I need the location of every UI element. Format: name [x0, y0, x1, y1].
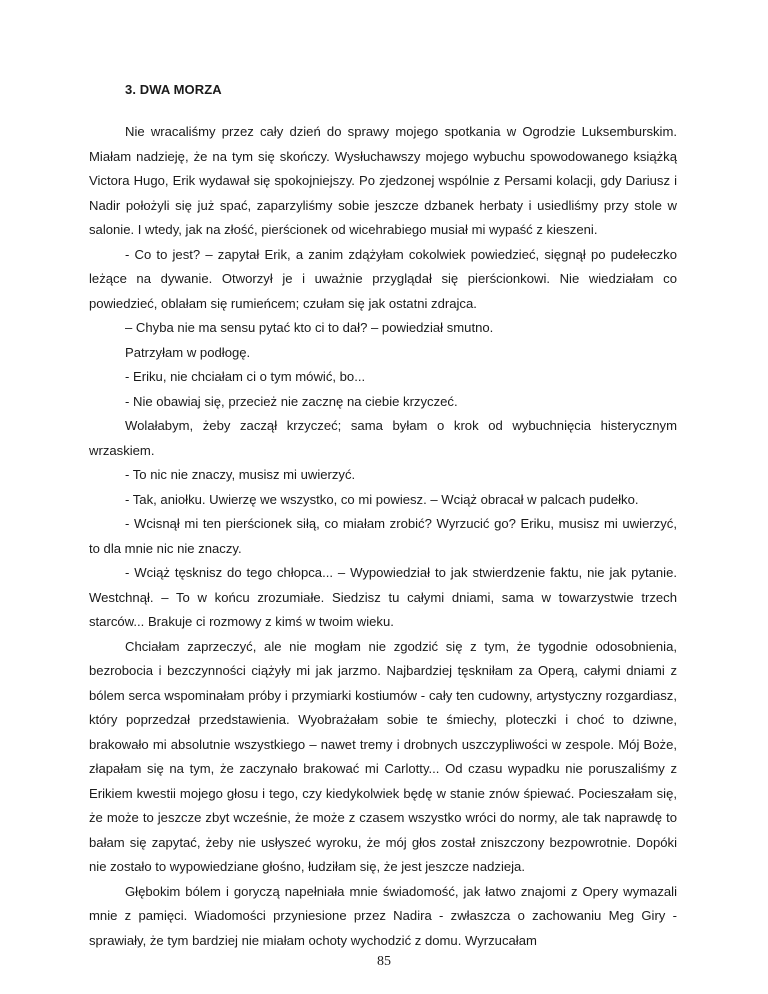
paragraph: - Wcisnął mi ten pierścionek siłą, co miałam zrobić? Wyrzucić go? Eriku, musisz mi uwierzyć, to dla mnie nic nie znaczy. [89, 516, 677, 556]
paragraph: - Wciąż tęsknisz do tego chłopca... – Wypowiedział to jak stwierdzenie faktu, nie jak pytanie. Westchnął. – To w końcu zrozumiałe. Siedzisz tu całymi dniami, sama w towarzystwie trzech starców... Brakuje ci rozmowy z kimś w twoim wieku. [89, 565, 677, 629]
paragraph: Wolałabym, żeby zaczął krzyczeć; sama byłam o krok od wybuchnięcia histerycznym wrzaskiem. [89, 418, 677, 458]
paragraph: Chciałam zaprzeczyć, ale nie mogłam nie zgodzić się z tym, że tygodnie odosobnienia, bezrobocia i bezczynności ciążyły mi jak jarzmo. Najbardziej tęskniłam za Operą, całymi dniami z bólem serca wspominałam próby i przymiarki kostiumów - cały ten cudowny, artystyczny rozgardiasz, który poprzedzał przedstawienia. Wyobrażałam sobie te śmiechy, ploteczki i choć to dziwne, brakowało mi absolutnie wszystkiego – nawet tremy i drobnych uszczypliwości w zespole. Mój Boże, złapałam się na tym, że zaczynało brakować mi Carlotty... Od czasu wypadku nie poruszaliśmy z Erikiem kwestii mojego głosu i tego, czy kiedykolwiek będę w stanie znów śpiewać. Pocieszałam się, że może to jeszcze zbyt wcześnie, że może z czasem wszystko wróci do normy, ale tak naprawdę to bałam się zapytać, żeby nie usłyszeć wyroku, że mój głos został zniszczony bezpowrotnie. Dopóki nie zostało to wypowiedziane głośno, łudziłam się, że jest jeszcze nadzieja. [89, 638, 677, 874]
paragraph: - Nie obawiaj się, przecież nie zacznę na ciebie krzyczeć. [125, 393, 458, 409]
body-text [89, 120, 677, 953]
paragraph: Patrzyłam w podłogę. [125, 344, 251, 360]
paragraph: Głębokim bólem i goryczą napełniała mnie świadomość, jak łatwo znajomi z Opery wymazali mnie z pamięci. Wiadomości przyniesione przez Nadira - zwłaszcza o zachowaniu Meg Giry - sprawiały, że tym bardziej nie miałam ochoty wychodzić z domu. Wyrzucałam [89, 883, 677, 948]
chapter-title: 3. DWA MORZA [125, 82, 222, 97]
paragraph: - Tak, aniołku. Uwierzę we wszystko, co mi powiesz. – Wciąż obracał w palcach pudełko. [125, 491, 639, 507]
paragraph: Nie wracaliśmy przez cały dzień do sprawy mojego spotkania w Ogrodzie Luksemburskim. Miałam nadzieję, że na tym się skończy. Wysłuchawszy mojego wybuchu spowodowanego książką Victora Hugo, Erik wydawał się spokojniejszy. Po zjedzonej wspólnie z Persami kolacji, gdy Dariusz i Nadir położyli się już spać, zaparzyliśmy sobie jeszcze dzbanek herbaty i usiedliśmy przy stole w salonie. I wtedy, jak na złość, pierścionek od wicehrabiego musiał mi wypaść z kieszeni. [89, 124, 677, 237]
page-number: 85 [377, 954, 391, 969]
paragraph: - To nic nie znaczy, musisz mi uwierzyć. [125, 467, 356, 482]
paragraph: - Eriku, nie chciałam ci o tym mówić, bo... [125, 369, 366, 384]
paragraph: – Chyba nie ma sensu pytać kto ci to dał? – powiedział smutno. [125, 320, 494, 335]
paragraph: - Co to jest? – zapytał Erik, a zanim zdążyłam cokolwiek powiedzieć, sięgnął po pudełeczko leżące na dywanie. Otworzył je i uważnie przyglądał się pierścionkowi. Nie wiedziałam co powiedzieć, oblałam się rumieńcem; czułam się jak ostatni zdrajca. [89, 246, 677, 311]
